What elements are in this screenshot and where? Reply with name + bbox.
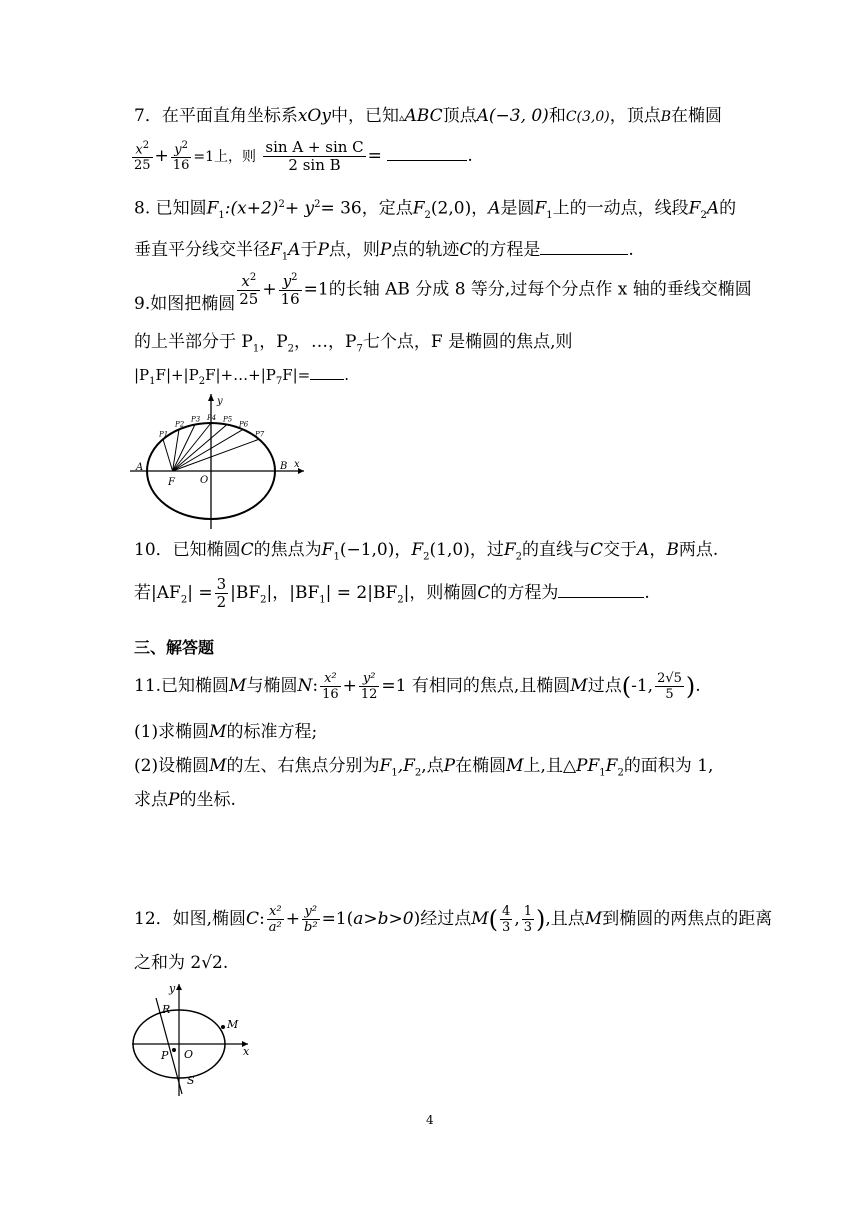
label-x: x — [243, 1045, 250, 1058]
q9-equals: =1 — [303, 279, 329, 300]
q7-xoy: xOy — [297, 106, 331, 126]
q7-sine-fraction: $\frac{\text{sin A + sin C}}{\text{2 sin B}}$ — [265, 138, 364, 174]
q8-circle-eq: = 36 — [320, 198, 362, 219]
page-number: 4 — [426, 1113, 434, 1127]
q12-frac-my: $\frac{1}{3}$ — [523, 904, 532, 935]
q11-frac-y: $\frac{\text{y²}}{12}$ — [360, 671, 378, 702]
q11-line3: (2)设椭圆M的左、右焦点分别为$F_1,F_2$,点P在椭圆M上,且$\triangle PF_1F_2$的面积为 1, — [134, 756, 714, 779]
q7-vertex-b: B — [660, 109, 672, 125]
q8-f2-point: (2,0) — [430, 198, 472, 219]
q8-circle-eq: :(x+2) — [224, 198, 279, 219]
p-label: P5 — [223, 415, 233, 424]
q9-text: 的长轴 AB 分成 8 等分,过每个分点作 x 轴的垂线交椭圆 — [328, 279, 752, 300]
q7-abc: ABC — [404, 106, 443, 126]
q7-text: =1上，则 — [193, 149, 256, 165]
q7-text: 中，已知 — [330, 106, 399, 126]
q7-equals: = — [367, 146, 382, 166]
q7-answer-blank[interactable] — [387, 160, 467, 161]
q8-text: 于 — [300, 240, 318, 260]
label-y: y — [169, 982, 176, 995]
focal-ray — [163, 439, 173, 471]
q8-text: 的 — [719, 198, 737, 219]
q8-text: 点，则 — [328, 240, 380, 260]
label-o: O — [184, 1048, 194, 1061]
label-b: B — [280, 461, 288, 472]
q7-line2: $\frac{x^2}{25}$ + $\frac{y^2}{16}$ =1上，则 $\frac{\text{sin A + sin C}}{\text{2 sin B}}$ = . — [134, 138, 473, 174]
triangle-symbol: ▵ — [398, 111, 405, 124]
q12-frac-y: $\frac{\text{y²}}{\text{b²}}$ — [304, 904, 318, 935]
q12-line2: 之和为 2√2. — [134, 953, 229, 973]
q8-answer-blank[interactable] — [540, 254, 628, 255]
y-axis-arrow — [176, 984, 182, 990]
q7-point-a: A(−3, 0) — [476, 106, 549, 126]
q11-frac-point: $\frac{2√5}{5}$ — [657, 671, 682, 702]
q8-text: 点的轨迹 — [391, 240, 460, 260]
q12-frac-mx: $\frac{4}{3}$ — [502, 904, 511, 935]
label-f: F — [168, 477, 175, 488]
q8-p: P — [317, 240, 329, 260]
q7-period: . — [467, 146, 473, 166]
p-label: P1 — [159, 430, 169, 439]
q10-line1: 10．已知椭圆C的焦点为$F_1(-1,0)$，$F_2(1,0)$，过$F_2$的直线与C交于A，B两点. — [134, 540, 719, 563]
q8-f1: F — [206, 198, 219, 219]
q9-text: 9.如图把椭圆 — [134, 293, 236, 314]
q8-a: A — [488, 198, 501, 219]
p-label: P7 — [255, 430, 265, 439]
q8-f2: F — [412, 198, 425, 219]
q10-text: 的焦点为 — [253, 540, 322, 560]
p-label: P4 — [207, 414, 217, 422]
q10-frac: $\frac{3}{2}$ — [216, 575, 227, 611]
label-x: x — [294, 459, 300, 470]
q8-circle-eq: + y — [284, 198, 315, 219]
q9-line2: 的上半部分于 $P_1$，$P_2$，…，$P_7$七个点，F 是椭圆的焦点,则 — [134, 332, 573, 355]
q11-line1: 11.已知椭圆M与椭圆N: $\frac{\text{x²}}{16}$ + $\frac{\text{y²}}{12}$ =1 有相同的焦点,且椭圆M过点(-1, $\frac{2√5}{5}$ ). — [134, 671, 701, 702]
q8-text: 是圆 — [500, 198, 535, 219]
p-label: P2 — [175, 420, 185, 429]
q8-text: ，定点 — [361, 198, 413, 219]
y-axis-arrow — [208, 394, 214, 401]
q10-line2: 若$|AF_2|$ = $\frac{3}{2}$ $|BF_2|$，$|BF_1| = 2|BF_2|$，则椭圆C的方程为 . — [134, 575, 650, 611]
p-label: P3 — [191, 415, 201, 424]
q7-text: 7．在平面直角坐标系 — [134, 106, 298, 126]
q8-text: 8. 已知圆 — [134, 198, 207, 219]
label-m: M — [227, 1018, 239, 1031]
q9-line3: $|P_1F|+|P_2F|+\dots+|P_7F|=$ . — [134, 366, 350, 387]
section-heading: 三、解答题 — [134, 638, 215, 657]
q9-frac-x: $\frac{x^2}{25}$ — [239, 272, 259, 308]
q7-frac-x: $\frac{x^2}{25}$ — [134, 139, 151, 174]
point-m — [221, 1025, 225, 1029]
q11-line2: (1)求椭圆M的标准方程; — [134, 722, 318, 742]
label-s: S — [187, 1074, 195, 1087]
q8-text: 的方程是 — [472, 240, 541, 260]
q11-line4: 求点P的坐标. — [134, 790, 236, 810]
q12-ellipse-figure — [130, 980, 260, 1098]
q9-text: 的上半部分于 P — [134, 332, 253, 352]
q8-text: 垂直平分线交半径 — [134, 240, 270, 260]
q9-line1: 9.如图把椭圆 $\frac{x^2}{25}$ + $\frac{y^2}{16}$ =1的长轴 AB 分成 8 等分,过每个分点作 x 轴的垂线交椭圆 — [134, 272, 752, 314]
point-p — [172, 1048, 176, 1052]
q7-text: 在椭圆 — [671, 106, 723, 126]
q7-point-c: C(3,0) — [565, 109, 610, 125]
p-label: P6 — [239, 420, 249, 429]
q10-text: 10．已知椭圆 — [134, 540, 241, 560]
label-p: P — [161, 1049, 169, 1062]
label-o: O — [200, 475, 209, 486]
label-r: R — [162, 1003, 171, 1016]
q12-frac-x: $\frac{\text{x²}}{\text{a²}}$ — [268, 904, 282, 935]
q8-c: C — [459, 240, 473, 260]
q8-text: 上的一动点，线段 — [552, 198, 689, 219]
label-y: y — [217, 396, 223, 407]
q7-frac-y: $\frac{y^2}{16}$ — [172, 139, 190, 174]
q9-frac-y: $\frac{y^2}{16}$ — [280, 272, 300, 308]
q8-line2: 垂直平分线交半径$F_1A$于P点，则P点的轨迹C的方程是 . — [134, 240, 634, 263]
q7-text: 和 — [548, 106, 566, 126]
q7-text: 顶点 — [442, 106, 477, 126]
q7-line1 — [134, 108, 722, 125]
q9-answer-blank[interactable] — [310, 379, 344, 380]
q9-ellipse-figure — [128, 392, 308, 532]
q11-frac-x: $\frac{\text{x²}}{16}$ — [322, 671, 339, 702]
q10-answer-blank[interactable] — [558, 597, 644, 598]
q8-line1: 8. 已知圆$F_1:(x+2)^2+ y^2= 36$，定点$F_2(2,0)$，A是圆$F_1$上的一动点，线段$F_2A$的 — [134, 198, 737, 222]
focal-ray — [173, 425, 227, 471]
q12-line1: 12．如图,椭圆C: $\frac{\text{x²}}{\text{a²}}$ + $\frac{\text{y²}}{\text{b²}}$ =1(a>b>0)经过点M( $\frac{4}{3}$ , $\frac{1}{3}$ ),且点M到椭圆的两焦点的距离 — [134, 904, 773, 935]
q9-text: 七个点，F 是椭圆的焦点,则 — [362, 332, 573, 352]
label-a: A — [136, 462, 144, 473]
q7-text: ，顶点 — [609, 106, 661, 126]
